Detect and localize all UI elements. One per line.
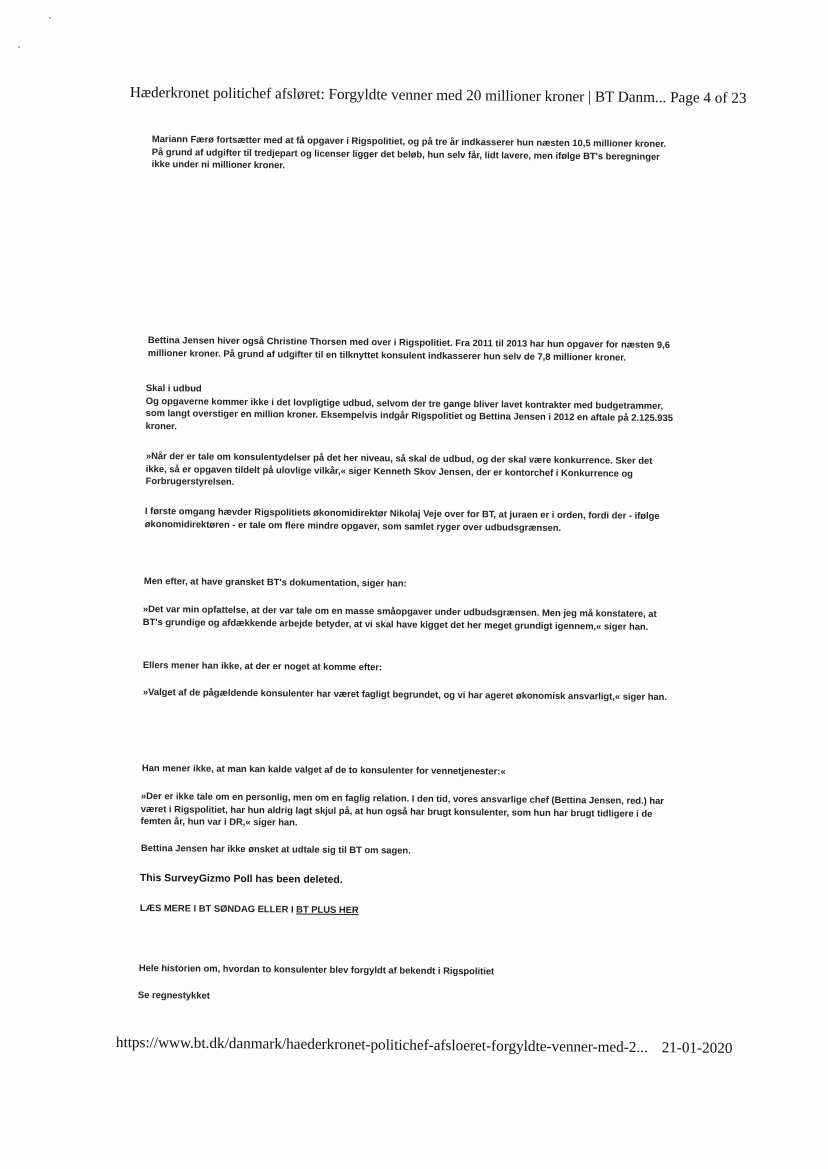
quote-paragraph [141,790,669,833]
footer-date: 21-01-2020 [661,1039,733,1057]
read-more [140,902,668,920]
paragraph [144,575,672,593]
calc-link-block [138,989,666,1007]
paragraph [143,659,671,677]
section [146,382,674,437]
bt-plus-link[interactable]: BT PLUS HER [296,903,359,916]
poll-notice [140,873,668,891]
quote-paragraph [143,603,671,633]
paragraph-text: I første omgang hævder Rigspolitiets økonomidirektør Nikolaj Veje over for BT, at juraen er i orden, fordi der - ifølge økonomidirektøren - er tale om flere mindre opgaver, som samlet ryger over udbudsgrænsen. [144,505,660,533]
paragraph-text: Men efter, at have gransket BT's dokumentation, siger han: [143,575,407,589]
paragraph-text: Han mener ikke, at man kan kalde valget af de to konsulenter for vennetjenester:« [141,762,506,777]
paragraph-text: »Det var min opfattelse, at der var tale om en masse småopgaver under udbudsgrænsen. Men jeg må konstatere, at BT's grundige og afdækkende arbejde betyder, at vi skal have kigget det her meget grundigt igennem,« siger han. [142,603,657,632]
read-more-prefix: LÆS MERE I BT SØNDAG ELLER I [139,902,297,915]
footer-url: https://www.bt.dk/danmark/haederkronet-politichef-afsloeret-forgyldte-venner-med-2... [115,1034,648,1057]
header-page-label: Page 4 of 23 [670,89,747,107]
paragraph [152,133,680,176]
calculation-link[interactable]: Se regnestykket [137,989,210,1001]
subheading: Skal i udbud [145,382,202,394]
read-more-line [140,902,668,920]
paragraph-text: Mariann Færø fortsætter med at få opgaver i Rigspolitiet, og på tre år indkasserer hun næsten 10,5 millioner kroner. På grund af udgifter til tredjepart og licenser ligger det beløb, hun selv får, lidt lavere, men ifølge BT's beregninger ikke under ni millioner kroner. [151,133,667,171]
header-title: Hæderkronet politichef afsløret: Forgyldte venner med 20 millioner kroner | BT Danm... [129,84,667,107]
paragraph [145,505,673,535]
paragraph-text: »Valget af de pågældende konsulenter har været fagligt begrundet, og vi har ageret økonomisk ansvarligt,« siger han. [142,686,668,703]
paragraph [141,842,669,860]
quote-paragraph [146,450,674,493]
paragraph [148,334,676,364]
paragraph-text: Bettina Jensen har ikke ønsket at udtale sig til BT om sagen. [140,842,411,856]
related-story-link[interactable]: Hele historien om, hvordan to konsulenter blev forgyldt af bekendt i Rigspolitiet [138,962,495,977]
quote-paragraph [143,686,671,704]
paragraph-text: Bettina Jensen hiver også Christine Thorsen med over i Rigspolitiet. Fra 2011 til 2013 har hun opgaver for næsten 9,6 millioner kroner. På grund af udgifter til en tilknyttet konsulent indkasserer hun selv de 7,8 millioner kroner. [147,334,671,363]
poll-notice-text: This SurveyGizmo Poll has been deleted. [139,873,343,886]
paragraph-text: Ellers mener han ikke, at der er noget at komme efter: [142,659,383,673]
paragraph [142,762,670,780]
related-link-block [139,962,667,980]
paragraph-text: »Når der er tale om konsulentydelser på det her niveau, så skal de udbud, og der skal være konkurrence. Sker det ikke, så er opgaven tildelt på ulovlige vilkår,« siger Kenneth Skov Jensen, der er kontorchef i Konkurrence og Forbrugerstyrelsen. [145,450,653,488]
paragraph-text: Og opgaverne kommer ikke i det lovpligtige udbud, selvom der tre gange bliver lavet kontrakter med budgetrammer, som langt overstiger en million kroner. Eksempelvis indgår Rigspolitiet og Bettina Jensen i 2012 en aftale på 2.125.935 kroner. [145,394,673,432]
paragraph-text: »Der er ikke tale om en personlig, men om en faglig relation. I den tid, vores ansvarlige chef (Bettina Jensen, red.) har været i Rigspolitiet, har hun aldrig lagt skjul på, at hun også har brugt konsulenter, som hun har brugt tidligere i de femten år, hun var i DR,« siger han. [140,790,665,828]
